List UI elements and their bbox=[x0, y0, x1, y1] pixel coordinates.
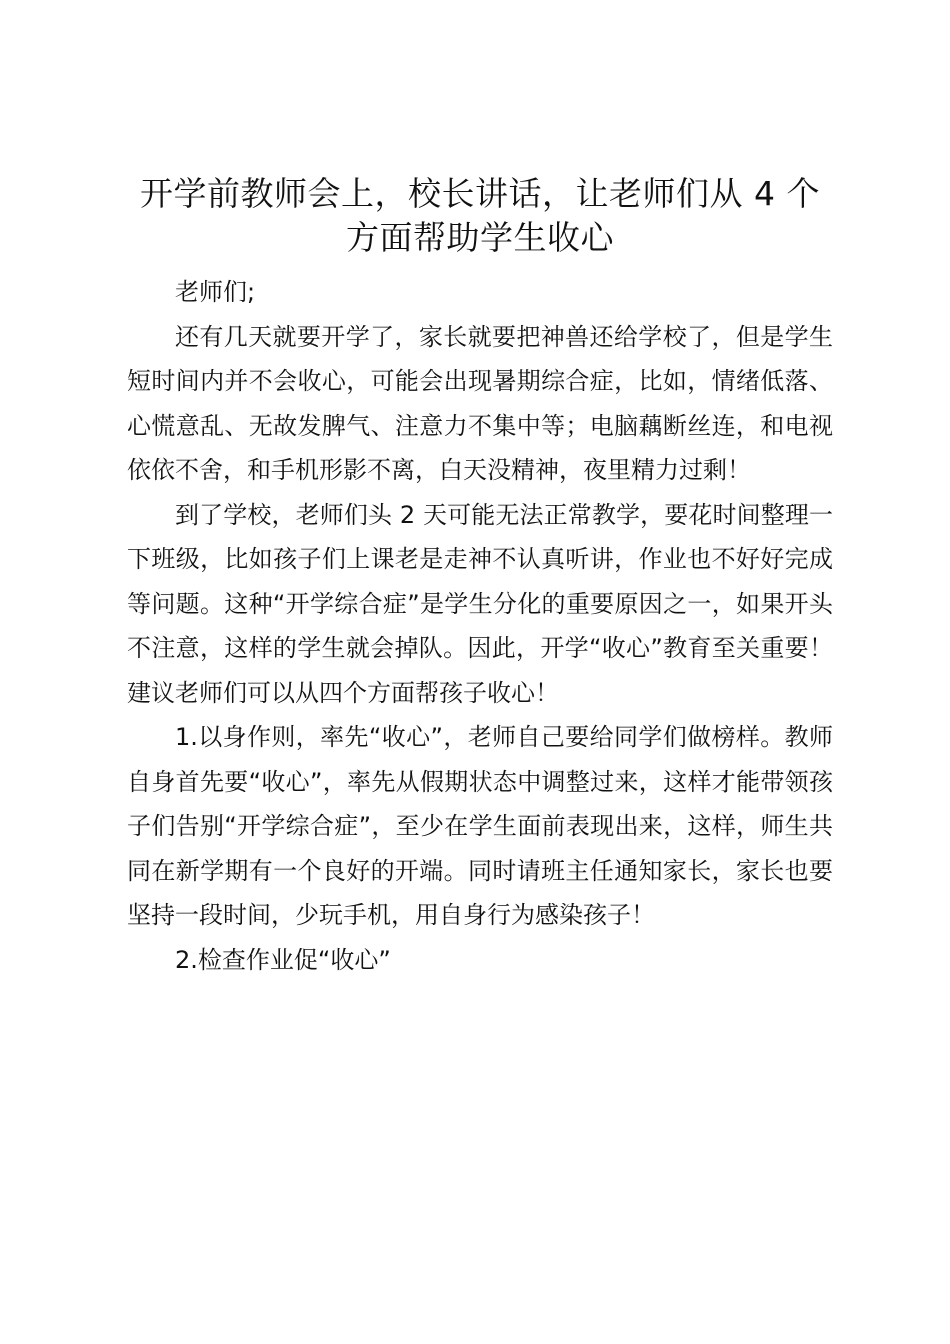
paragraph: 还有几天就要开学了，家长就要把神兽还给学校了，但是学生短时间内并不会收心，可能会出现暑期综合症，比如，情绪低落、心慌意乱、无故发脾气、注意力不集中等；电脑藕断丝连，和电视依依不舍，和手机形影不离，白天没精神，夜里精力过剩！ bbox=[127, 322, 833, 484]
document-title: 开学前教师会上，校长讲话，让老师们从 4 个方面帮助学生收心 bbox=[140, 174, 820, 257]
paragraph: 1.以身作则，率先“收心”，老师自己要给同学们做榜样。教师自身首先要“收心”，率先从假期状态中调整过来，这样才能带领孩子们告别“开学综合症”，至少在学生面前表现出来，这样，师生共同在新学期有一个良好的开端。同时请班主任通知家长，家长也要坚持一段时间，少玩手机，用自身行为感染孩子！ bbox=[127, 723, 833, 929]
document-page bbox=[127, 172, 833, 982]
section-heading: 2.检查作业促“收心” bbox=[175, 945, 391, 974]
salutation: 老师们; bbox=[175, 278, 256, 306]
paragraph: 到了学校，老师们头 2 天可能无法正常教学，要花时间整理一下班级，比如孩子们上课老是走神不认真听讲，作业也不好好完成等问题。这种“开学综合症”是学生分化的重要原因之一，如果开头不注意，这样的学生就会掉队。因此，开学“收心”教育至关重要！建议老师们可以从四个方面帮孩子收心！ bbox=[127, 500, 833, 707]
document-body bbox=[127, 270, 833, 982]
